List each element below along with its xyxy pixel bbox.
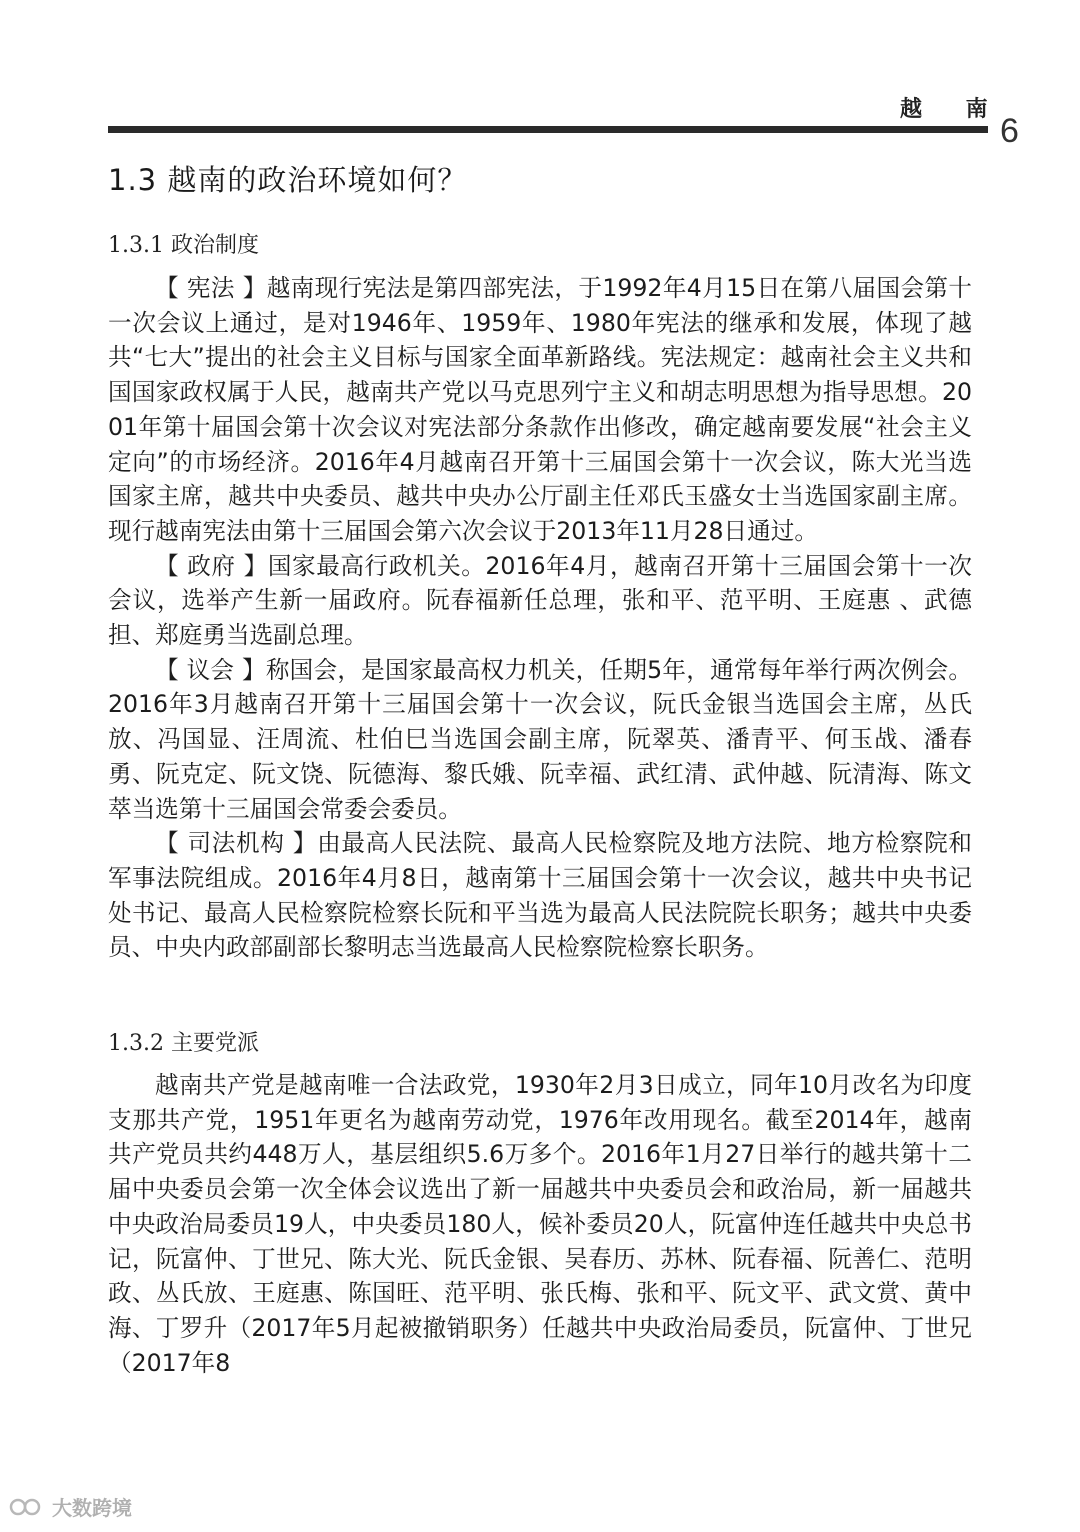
paragraph-text: 称国会，是国家最高权力机关，任期5年，通常每年举行两次例会。2016年3月越南召开第十三届国会第十一次会议，阮氏金银当选国会主席，丛氏放、冯国显、汪周流、杜伯巳当选国会副主席，阮翠英、潘青平、何玉战、潘春勇、阮克定、阮文饶、阮德海、黎氏娥、阮幸福、武红清、武仲越、阮清海、陈文萃当选第十三届国会常委会委员。 (108, 655, 973, 823)
term-label: 【 司法机构 】 (155, 829, 318, 858)
watermark-text: 大数跨境 (52, 1496, 132, 1520)
page-number: 6 (1000, 112, 1019, 150)
subsection-title-main-parties: 1.3.2 主要党派 (108, 1031, 259, 1056)
paragraph-text: 越南现行宪法是第四部宪法，于1992年4月15日在第八届国会第十一次会议上通过，是对1946年、1959年、1980年宪法的继承和发展，体现了越共“七大”提出的社会主义目标与国家全面革新路线。宪法规定：越南社会主义共和国国家政权属于人民，越南共产党以马克思列宁主义和胡志明思想为指导思想。2001年第十届国会第十次会议对宪法部分条款作出修改，确定越南要发展“社会主义定向”的市场经济。2016年4月越南召开第十三届国会第十一次会议，陈大光当选国家主席，越共中央委员、越共中央办公厅副主任邓氏玉盛女士当选国家副主席。现行越南宪法由第十三届国会第六次会议于2013年11月28日通过。 (108, 274, 972, 545)
term-label: 【 政府 】 (155, 551, 268, 580)
paragraph-constitution (108, 271, 972, 549)
paragraph-government (108, 549, 972, 653)
paragraph-text: 国家最高行政机关。2016年4月，越南召开第十三届国会第十一次会议，选举产生新一届政府。阮春福新任总理，张和平、范平明、王庭惠 、武德担、郑庭勇当选副总理。 (108, 551, 972, 650)
paragraph-communist-party: 越南共产党是越南唯一合法政党，1930年2月3日成立，同年10月改名为印度支那共产党，1951年更名为越南劳动党，1976年改用现名。截至2014年，越南共产党员共约448万人，基层组织5.6万多个。2016年1月27日举行的越共第十二届中央委员会第一次全体会议选出了新一届越共中央委员会和政治局，新一届越共中央政治局委员19人，中央委员180人，候补委员20人，阮富仲连任越共中央总书记，阮富仲、丁世兄、陈大光、阮氏金银、吴春历、苏林、阮春福、阮善仁、范明政、丛氏放、王庭惠、陈国旺、范平明、张氏梅、张和平、阮文平、武文赏、黄中海、丁罗升（2017年5月起被撤销职务）任越共中央政治局委员，阮富仲、丁世兄（2017年8 (108, 1071, 972, 1377)
watermark (8, 1492, 132, 1521)
paragraph-text: 由最高人民法院、最高人民检察院及地方法院、地方检察院和军事法院组成。2016年4月8日，越南第十三届国会第十一次会议，越共中央书记处书记、最高人民检察院检察长阮和平当选为最高人民法院院长职务；越共中央委员、中央内政部副部长黎明志当选最高人民检察院检察长职务。 (108, 829, 973, 962)
political-system-body (108, 271, 972, 965)
term-label: 【 宪法 】 (155, 274, 267, 302)
section-title: 1.3 越南的政治环境如何？ (108, 163, 468, 197)
running-header-title: 越 南 (900, 97, 1006, 122)
main-parties-body (108, 1068, 972, 1380)
paragraph-parliament (108, 653, 972, 827)
subsection-title-political-system: 1.3.1 政治制度 (108, 233, 259, 258)
term-label: 【 议会 】 (155, 655, 266, 684)
header-rule (108, 126, 988, 133)
paragraph-judiciary (108, 826, 972, 965)
watermark-logo-icon (8, 1496, 46, 1518)
